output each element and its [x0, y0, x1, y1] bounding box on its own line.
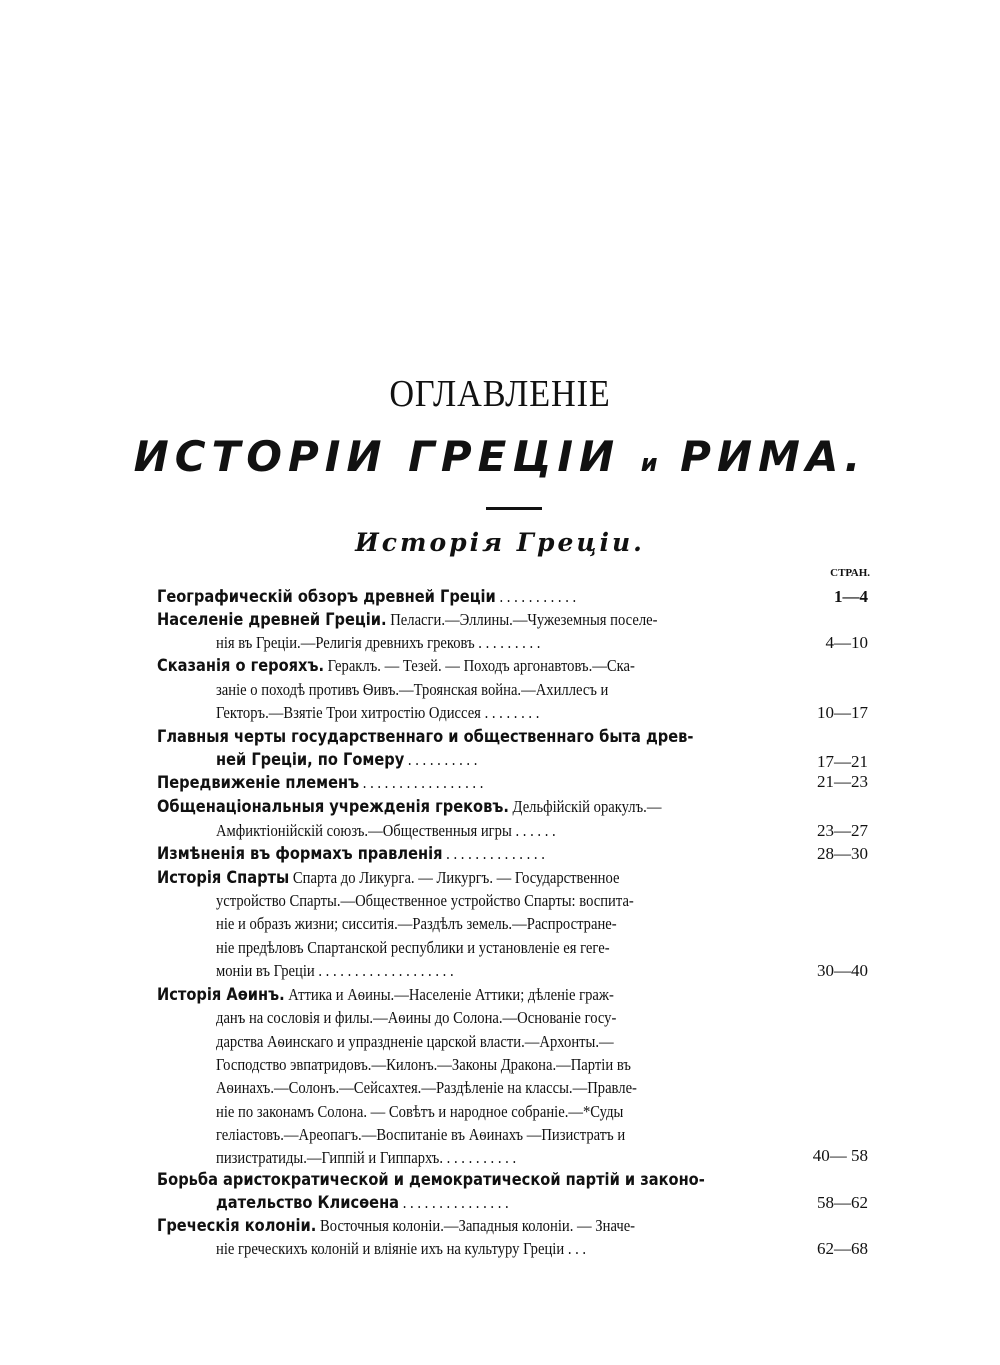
toc-line [157, 844, 545, 864]
toc-heading: Главныя черты государственнаго и общественнаго быта древ- [157, 727, 694, 747]
toc-line [216, 1193, 509, 1213]
toc-text: . . . . . . . . . . . . . . [442, 844, 545, 863]
toc-text: Аттика и Аѳины.—Населеніе Аттики; дѣленіе граж- [284, 985, 614, 1004]
subtitle-part-2: РИМА. [659, 432, 867, 481]
toc-text: дарства Аѳинскаго и упраздненіе царской власти.—Архонты.— [216, 1032, 614, 1051]
toc-line [216, 1148, 516, 1168]
toc-text: ніе и образъ жизни; сисситія.—Раздѣлъ земель.—Распростране- [216, 914, 617, 933]
toc-line [216, 914, 617, 934]
toc-text: моніи въ Греціи . . . . . . . . . . . . . . . . . . . [216, 961, 454, 980]
toc-line [157, 985, 614, 1005]
toc-heading: Общенаціональныя учрежденія грековъ. [157, 797, 509, 817]
toc-text: . . . . . . . . . . . . . . . . . [359, 773, 484, 792]
toc-line [216, 938, 610, 958]
toc-heading: Борьба аристократической и демократической партій и законо- [157, 1170, 705, 1190]
toc-text: нія въ Греціи.—Религія древнихъ грековъ . . . . . . . . . [216, 633, 541, 652]
toc-text: заніе о походѣ противъ Ѳивъ.—Троянская война.—Ахиллесъ и [216, 680, 609, 699]
toc-line [216, 1125, 625, 1145]
page-title: ОГЛАВЛЕНІЕ [389, 373, 611, 415]
toc-line [157, 727, 693, 747]
toc-line [216, 1078, 637, 1098]
toc-line [216, 680, 608, 700]
toc-text: геліастовъ.—Ареопагъ.—Воспитаніе въ Аѳинахъ —Пизистратъ и [216, 1125, 626, 1144]
toc-line [157, 1170, 705, 1190]
toc-heading: Исторія Спарты [157, 868, 290, 888]
toc-text: Спарта до Ликурга. — Ликургъ. — Государственное [289, 868, 620, 887]
toc-text: ніе по законамъ Солона. — Совѣтъ и народное собраніе.—*Суды [216, 1102, 624, 1121]
toc-text: данъ на сословія и филы.—Аѳины до Солона.—Основаніе госу- [216, 1008, 617, 1027]
toc-line [216, 1055, 631, 1075]
page-number: 40— 58 [812, 1146, 868, 1165]
toc-line [157, 656, 635, 676]
toc-text: Амфиктіонійскій союзъ.—Общественныя игры . . . . . . [216, 821, 556, 840]
toc-line [216, 821, 556, 841]
toc-text: ніе греческихъ колоній и вліяніе ихъ на культуру Греціи . . . [216, 1239, 587, 1258]
toc-line [216, 703, 539, 723]
toc-text: Гераклъ. — Тезей. — Походъ аргонавтовъ.—Ска- [324, 656, 635, 675]
page-number: 1—4 [834, 587, 868, 606]
book-subtitle [0, 432, 1000, 481]
toc-line [216, 1008, 616, 1028]
toc-text: Дельфійскій оракулъ.— [508, 797, 662, 816]
toc-heading: Населеніе древней Греціи. [157, 610, 387, 630]
page-number: 21—23 [817, 772, 868, 791]
toc-line [157, 773, 483, 793]
page-number: 28—30 [817, 844, 868, 863]
toc-heading: ней Греціи, по Гомеру [216, 750, 405, 770]
toc-heading: Измѣненія въ формахъ правленія [157, 844, 443, 864]
page-column-label: СТРАН. [830, 567, 870, 579]
toc-heading: Передвиженіе племенъ [157, 773, 360, 793]
toc-heading: Географическій обзоръ древней Греціи [157, 587, 496, 607]
toc-line [157, 1216, 635, 1236]
toc-line [216, 750, 477, 770]
toc-line [216, 633, 540, 653]
toc-heading: дательство Клисѳена [216, 1193, 400, 1213]
toc-line [216, 961, 454, 981]
subtitle-conjunction: и [640, 449, 660, 477]
subtitle-part-1: ИСТОРІИ ГРЕЦІИ [133, 432, 641, 481]
toc-text: Пеласги.—Эллины.—Чужеземныя поселе- [386, 610, 658, 629]
toc-line [157, 797, 661, 817]
toc-line [157, 610, 657, 630]
page-number: 4—10 [825, 633, 868, 652]
toc-text: . . . . . . . . . . . . . . . [399, 1193, 509, 1212]
toc-text: Господство эвпатридовъ.—Килонъ.—Законы Дракона.—Партіи въ [216, 1055, 631, 1074]
toc-heading: Сказанія о герояхъ. [157, 656, 325, 676]
toc-text: устройство Спарты.—Общественное устройство Спарты: воспита- [216, 891, 634, 910]
toc-text: ніе предѣловъ Спартанской республики и установленіе ея геге- [216, 938, 610, 957]
toc-line [216, 1032, 614, 1052]
toc-text: . . . . . . . . . . [404, 750, 478, 769]
section-heading: Исторія Греціи. [355, 528, 645, 557]
toc-line [216, 1239, 586, 1259]
toc-line [216, 1102, 623, 1122]
toc-text: Аѳинахъ.—Солонъ.—Сейсахтея.—Раздѣленіе на классы.—Правле- [216, 1078, 637, 1097]
toc-text: Восточныя колоніи.—Западныя колоніи. — Значе- [316, 1216, 636, 1235]
toc-text: Гекторъ.—Взятіе Трои хитростію Одиссея . . . . . . . . [216, 703, 540, 722]
title-divider [486, 507, 542, 510]
toc-heading: Греческія колоніи. [157, 1216, 317, 1236]
page-number: 30—40 [817, 961, 868, 980]
page-number: 62—68 [817, 1239, 868, 1258]
page-number: 23—27 [817, 821, 868, 840]
page-number: 58—62 [817, 1193, 868, 1212]
toc-line [157, 587, 576, 607]
toc-text: пизистратиды.—Гиппій и Гиппархъ. . . . . . . . . . . [216, 1148, 517, 1167]
page-number: 10—17 [817, 703, 868, 722]
toc-line [216, 891, 634, 911]
toc-text: . . . . . . . . . . . [495, 587, 577, 606]
toc-heading: Исторія Аѳинъ. [157, 985, 285, 1005]
page-number: 17—21 [817, 752, 868, 771]
toc-line [157, 868, 619, 888]
